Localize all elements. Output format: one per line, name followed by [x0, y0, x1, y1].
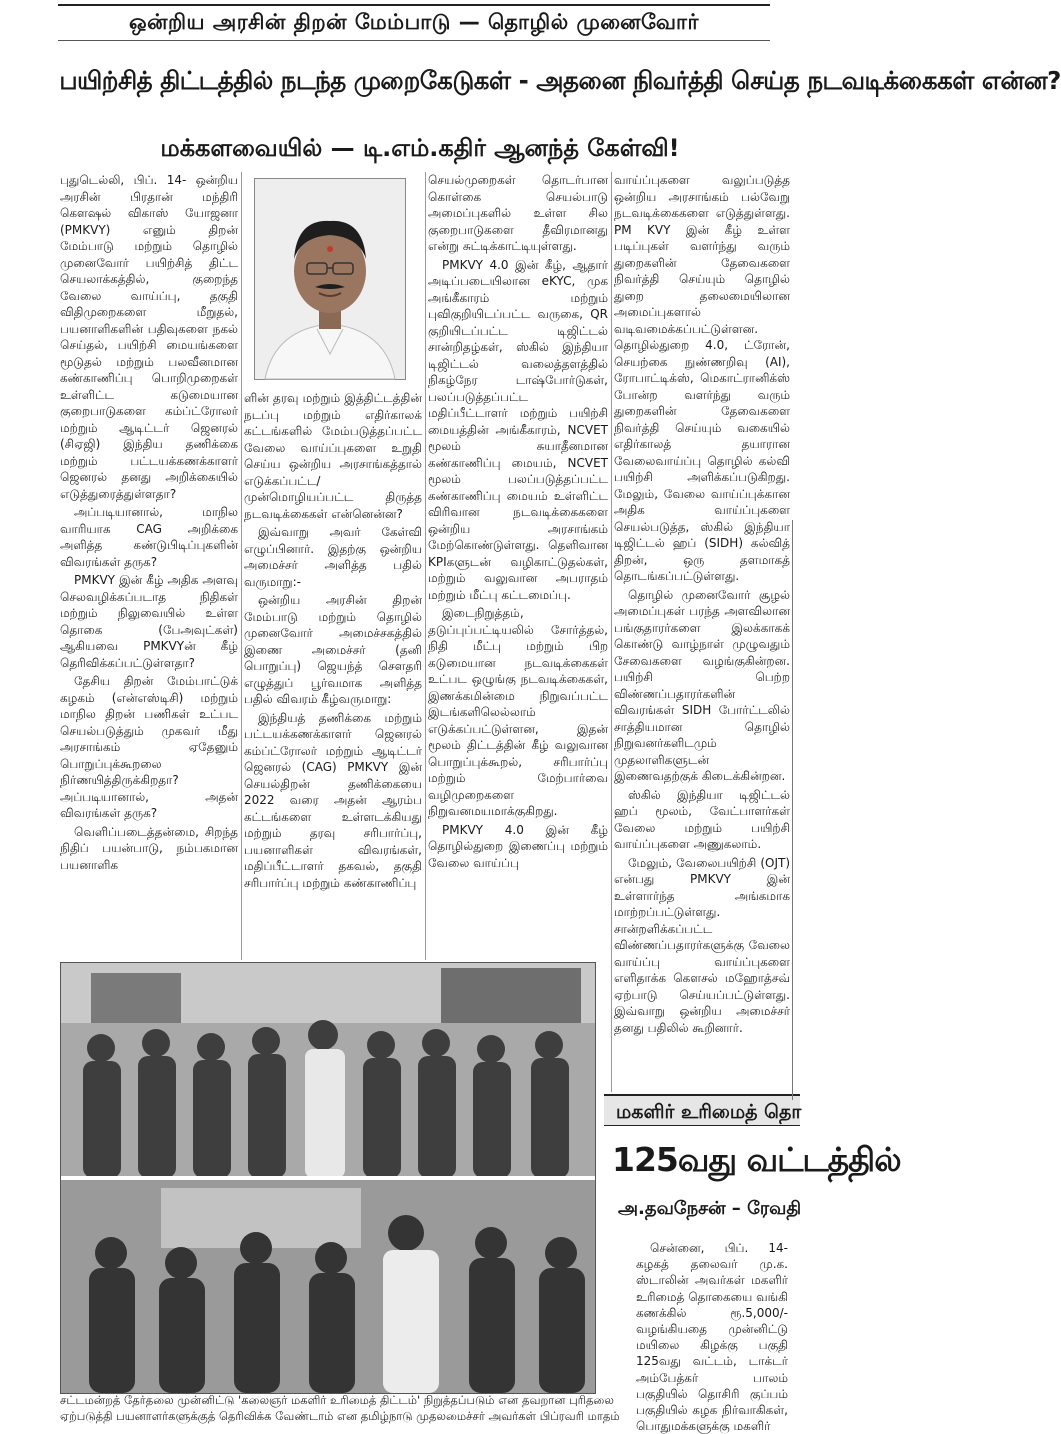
sidebar-kicker: மகளிர் உரிமைத் தொ: [604, 1094, 800, 1126]
sidebar-article-body: [636, 1240, 788, 1434]
crowd-photo-illustration: [61, 963, 595, 1393]
paragraph: மேலும், வேலைபயிற்சி (OJT) என்பது PMKVY இன் உள்ளார்ந்த அங்கமாக மாற்றப்பட்டுள்ளது. சான்றளிக்கப்பட்ட விண்ணப்பதாரர்களுக்கு வேலை வாய்ப்பு வாய்ப்புகளை எளிதாக்க கௌசல் மஹோத்சவ் ஏற்பாடு செய்யப்பட்டுள்ளது. இவ்வாறு ஒன்றிய அமைச்சர் தனது பதிலில் கூறினார்.: [614, 855, 790, 1035]
article-column-1: [60, 172, 238, 960]
portrait-photo: [254, 178, 406, 380]
paragraph: புதுடெல்லி, பிப். 14- ஒன்றிய அரசின் பிரதான் மந்திரி கௌஷல் விகாஸ் யோஜனா (PMKVY) எனும் திறன் மேம்பாடு மற்றும் தொழில் முனைவோர் பயிற்சித் திட்ட செயலாக்கத்தில், குறைந்த வேலை வாய்ப்பு, தகுதி விதிமுறைகளை மீறுதல், பயனாளிகளின் பதிவுகளை நகல் செய்தல், பயிற்சி மையங்களை மூடுதல் மற்றும் பலவீனமான கண்காணிப்பு பொறிமுறைகள் உள்ளிட்ட கடுமையான குறைபாடுகளை கம்ப்ட்ரோலர் மற்றும் ஆடிட்டர் ஜெனரல் (சிஏஜி) இந்திய தணிக்கை மற்றும் பட்டயக்கணக்காளர் ஜெனரல் தனது அறிக்கையில் எடுத்துரைத்துள்ளதா?: [60, 173, 238, 501]
column-divider: [611, 172, 612, 1092]
article-column-2: [244, 390, 422, 960]
paragraph: ஸ்கில் இந்தியா டிஜிட்டல் ஹப் மூலம், வேட்பாளர்கள் வேலை மற்றும் பயிற்சி வாய்ப்புகளை அணுகலாம்.: [614, 787, 790, 851]
paragraph: வெளிப்படைத்தன்மை, சிறந்த நிதிப் பயன்பாடு, நம்பகமான பயனாளிக: [60, 824, 238, 872]
paragraph: PMKVY 4.0 இன் கீழ் தொழில்துறை இணைப்பு மற்றும் வேலை வாய்ப்பு: [428, 822, 608, 870]
paragraph: செயல்முறைகள் தொடர்பான கொள்கை செயல்பாடு அமைப்புகளில் உள்ள சில குறைபாடுகளை தீவிரமானது என்று சுட்டிக்காட்டியுள்ளது.: [428, 173, 608, 253]
paragraph: சென்னை, பிப். 14- கழகத் தலைவர் மு.க. ஸ்டாலின் அவர்கள் மகளிர் உரிமைத் தொகையை வங்கி கணக்கில் ரூ.5,000/- வழங்கியதை முன்னிட்டு மயிலை கிழக்கு பகுதி 125வது வட்டம், டாக்டர் அம்பேத்கர் பாலம் பகுதியில் தொசிரி குப்பம் பகுதியில் கழக நிர்வாகிகள், பொதுமக்களுக்கு மகளிர்: [636, 1241, 788, 1434]
paragraph: தேசிய திறன் மேம்பாட்டுக் கழகம் (என்எஸ்டிசி) மற்றும் மாநில திறன் பணிகள் உட்பட செயல்படுத்தும் முகவர் மீது அரசாங்கம் ஏதேனும் பொறுப்புக்கூறலை நிர்ணயித்திருக்கிறதா? அப்படியானால், அதன் விவரங்கள் தருக?: [60, 674, 238, 820]
caption-line: சட்டமன்றத் தேர்தலை முன்னிட்டு 'கலைஞர் மகளிர் உரிமைத் திட்டம்' நிறுத்தப்படும் என தவறான புரிதலை: [60, 1393, 614, 1407]
paragraph: இடைநிறுத்தம், தடுப்புப்பட்டியலில் சோர்த்தல், நிதி மீட்பு மற்றும் பிற கடுமையான நடவடிக்கைகள் உட்பட ஒழுங்கு நடவடிக்கைகள், இணக்கமின்மை நிறுவப்பட்ட இடங்களிலெல்லாம் எடுக்கப்பட்டுள்ளன, இதன் மூலம் திட்டத்தின் கீழ் வலுவான பொறுப்புக்கூறல், சரிபார்ப்பு மற்றும் மேற்பார்வை வழிமுறைகளை நிறுவனமயமாக்குகிறது.: [428, 606, 608, 818]
paragraph: ஒன்றிய அரசின் திறன் மேம்பாடு மற்றும் தொழில் முனைவோர் அமைச்சகத்தில் இணை அமைச்சர் (தனி பொறுப்பு) ஜெயந்த் சௌதரி எழுத்துப் பூர்வமாக அளித்த பதில் விவரம் கீழ்வருமாறு:: [244, 593, 422, 706]
adjacent-article-edge: [792, 520, 801, 1100]
paragraph: இவ்வாறு அவர் கேள்வி எழுப்பினார். இதற்கு ஒன்றிய அமைச்சர் அளித்த பதில் வருமாறு:-: [244, 525, 422, 589]
paragraph: PMKVY 4.0 இன் கீழ், ஆதார் அடிப்படையிலான eKYC, முக அங்கீகாரம் மற்றும் புவிகுறியிடப்பட்ட வருகை, QR குறியிடப்பட்ட டிஜிட்டல் சான்றிதழ்கள், ஸ்கில் இந்தியா டிஜிட்டல் வலைத்தளத்தில் நிகழ்நேர டாஷ்போர்டுகள், பலப்படுத்தப்பட்ட மதிப்பீட்டாளர் மற்றும் பயிற்சி மையத்தின் அங்கீகாரம், NCVET மூலம் சுயாதீனமான கண்காணிப்பு மையம், NCVET மூலம் பலப்படுத்தப்பட்ட கண்காணிப்பு மையம் உள்ளிட்ட விரிவான நடவடிக்கைகளை ஒன்றிய அரசாங்கம் மேற்கொண்டுள்ளது. தெளிவான KPIகளுடன் வழிகாட்டுதல்கள், மற்றும் வலுவான அபராதம் மற்றும் மீட்பு கட்டமைப்பு.: [428, 257, 608, 602]
paragraph: தொழில் முனைவோர் சூழல் அமைப்புகள் பரந்த அளவிலான பங்குதாரர்களை இலக்காகக் கொண்டு வாழ்நாள் முழுவதும் சேவைகளை வழங்குகின்றன. பயிற்சி பெற்ற விண்ணப்பதாரர்களின் விவரங்கள் SIDH போர்ட்டலில் சாத்தியமான தொழில் நிறுவனர்களிடமும் முதலாளிகளுடன் இணைவதற்குக் கிடைக்கின்றன.: [614, 587, 790, 783]
paragraph: ளின் தரவு மற்றும் இத்திட்டத்தின் நடப்பு மற்றும் எதிர்காலக் கட்டங்களில் மேம்படுத்தப்பட்ட வேலை வாய்ப்புகளை உறுதி செய்ய ஒன்றிய அரசாங்கத்தால் எடுக்கப்பட்ட/முன்மொழியப்பட்ட திருத்த நடவடிக்கைகள் என்னென்ன?: [244, 391, 422, 521]
sidebar-subhead: அ.தவநேசன் – ரேவதி: [618, 1198, 802, 1219]
paragraph: அப்படியானால், மாநில வாரியாக CAG அறிக்கை அளித்த கண்டுபிடிப்புகளின் விவரங்கள் தருக?: [60, 505, 238, 569]
article-column-3: [428, 172, 608, 960]
event-photo: [60, 962, 596, 1394]
article-subhead: மக்களவையில் — டி.எம்.கதிர் ஆனந்த் கேள்வி!: [160, 134, 680, 162]
caption-line: ஏற்படுத்தி பயனாளர்களுக்குத் தெரிவிக்க வேண்டாம் என தமிழ்நாடு முதலமைச்சர் அவர்கள் பிப்ரவரி மாதம்: [60, 1409, 620, 1423]
paragraph: PMKVY இன் கீழ் அதிக அளவு செலவழிக்கப்படாத நிதிகள் மற்றும் நிலுவையில் உள்ள தொகை (பேஅவுட்கள்) ஆகியவை PMKVYன் கீழ் தெரிவிக்கப்பட்டுள்ளதா?: [60, 573, 238, 670]
column-divider: [241, 172, 242, 960]
photo-caption: [60, 1392, 620, 1426]
section-kicker: ஒன்றிய அரசின் திறன் மேம்பாடு — தொழில் முனைவோர்: [58, 4, 770, 41]
paragraph: இந்தியத் தணிக்கை மற்றும் பட்டயக்கணக்காளர் ஜெனரல் கம்ப்ட்ரோலர் மற்றும் ஆடிட்டர் ஜெனரல் (CAG) PMKVY இன் செயல்திறன் தணிக்கையை 2022 வரை அதன் ஆரம்ப கட்டங்களை உள்ளடக்கியது மற்றும் தரவு சரிபார்ப்பு, பயனாளிகள் விவரங்கள், மதிப்பீட்டாளர் தகவல், தகுதி சரிபார்ப்பு மற்றும் கண்காணிப்பு: [244, 710, 422, 890]
column-divider: [425, 172, 426, 960]
article-column-4: [614, 172, 790, 1102]
sidebar-headline: 125வது வட்டத்தில்: [612, 1140, 901, 1179]
portrait-illustration: [255, 179, 405, 379]
article-headline: பயிற்சித் திட்டத்தில் நடந்த முறைகேடுகள் - அதனை நிவர்த்தி செய்த நடவடிக்கைகள் என்ன?: [59, 66, 1061, 95]
paragraph: வாய்ப்புகளை வலுப்படுத்த ஒன்றிய அரசாங்கம் பல்வேறு நடவடிக்கைகளை எடுத்துள்ளது. PM KVY இன் கீழ் உள்ள படிப்புகள் வளர்ந்து வரும் துறைகளின் தேவைகளை நிவர்த்தி செய்யும் தொழில் துறை தலைமையிலான அமைப்புகளால் வடிவமைக்கப்பட்டுள்ளன. தொழில்துறை 4.0, ட்ரோன், செயற்கை நுண்ணறிவு (AI), ரோபாட்டிக்ஸ், மெகாட்ரானிக்ஸ் போன்ற வளர்ந்து வரும் துறைகளின் தேவைகளை நிவர்த்தி செய்யும் வகையில் எதிர்காலத் தயாரான வேலைவாய்ப்பு தொழில் கல்வி பயிற்சி அளிக்கப்படுகிறது. மேலும், வேலை வாய்ப்புக்கான அதிக வாய்ப்புகளை செயல்படுத்த, ஸ்கில் இந்தியா டிஜிட்டல் ஹப் (SIDH) கல்வித் திறன், ஒரு தளமாகத் தொடங்கப்பட்டுள்ளது.: [614, 173, 790, 583]
